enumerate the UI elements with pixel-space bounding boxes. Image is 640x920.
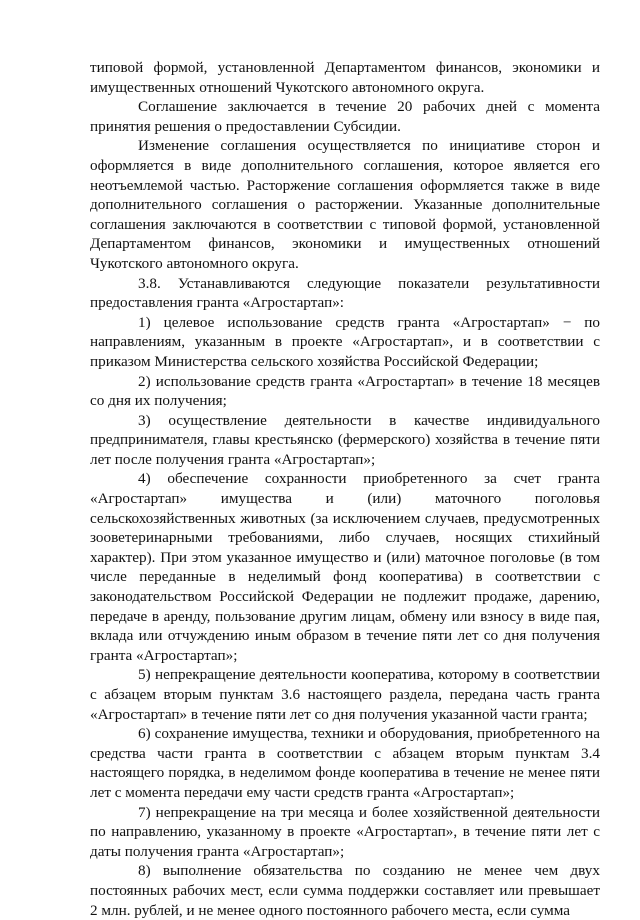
list-item-1: 1) целевое использование средств гранта «Агростартап» − по направлениям, указанным в проекте «Агростартап», и в соответствии с приказом Министерства сельского хозяйства Российской Федерации;	[90, 313, 600, 370]
list-item-2: 2) использование средств гранта «Агростартап» в течение 18 месяцев со дня их получения;	[90, 372, 600, 410]
paragraph-section-3-8: 3.8. Устанавливаются следующие показатели результативности предоставления гранта «Агростартап»:	[90, 274, 600, 312]
list-item-8: 8) выполнение обязательства по созданию не менее чем двух постоянных рабочих мест, если сумма поддержки составляет или превышает 2 млн. рублей, и не менее одного постоянного рабочего места, если сумма	[90, 862, 600, 919]
paragraph-agreement-changes: Изменение соглашения осуществляется по инициативе сторон и оформляется в виде дополнительного соглашения, которое является его неотъемлемой частью. Расторжение соглашения оформляется также в виде дополнительного соглашения о расторжении. Указанные дополнительные соглашения заключаются в соответствии с типовой формой, установленной Департаментом финансов, экономики и имущественных отношений Чукотского автономного округа.	[90, 137, 600, 272]
paragraph-agreement-term: Соглашение заключается в течение 20 рабочих дней с момента принятия решения о предоставлении Субсидии.	[90, 98, 600, 135]
list-item-7: 7) непрекращение на три месяца и более хозяйственной деятельности по направлению, указанному в проекте «Агростартап», в течение пяти лет с даты получения гранта «Агростартап»;	[90, 803, 600, 860]
list-item-3: 3) осуществление деятельности в качестве индивидуального предпринимателя, главы крестьянско (фермерского) хозяйства в течение пяти лет после получения гранта «Агростартап»;	[90, 411, 600, 468]
paragraph-form-reference: типовой формой, установленной Департаментом финансов, экономики и имущественных отношений Чукотского автономного округа.	[90, 59, 600, 96]
list-item-6: 6) сохранение имущества, техники и оборудования, приобретенного на средства части гранта в соответствии с абзацем вторым пунктам 3.4 настоящего порядка, в неделимом фонде кооператива в течение не менее пяти лет с момента передачи ему части средств гранта «Агростартап»;	[90, 725, 600, 801]
list-item-4: 4) обеспечение сохранности приобретенного за счет гранта «Агростартап» имущества и (или) маточного поголовья сельскохозяйственных животных (за исключением случаев, предусмотренных зооветеринарными требованиями, либо случаев, носящих стихийный характер). При этом указанное имущество и (или) маточное поголовье (в том числе переданные в неделимый фонд кооператива) в соответствии с законодательством Российской Федерации не подлежит продаже, дарению, передаче в аренду, пользование другим лицам, обмену или взносу в виде пая, вклада или отчуждению иным образом в течение пяти лет со дня получения гранта «Агростартап»;	[90, 470, 600, 664]
list-item-5: 5) непрекращение деятельности кооператива, которому в соответствии с абзацем вторым пунктам 3.6 настоящего раздела, передана часть гранта «Агростартап» в течение пяти лет со дня получения указанной части гранта;	[90, 666, 600, 723]
document-page	[90, 58, 600, 920]
